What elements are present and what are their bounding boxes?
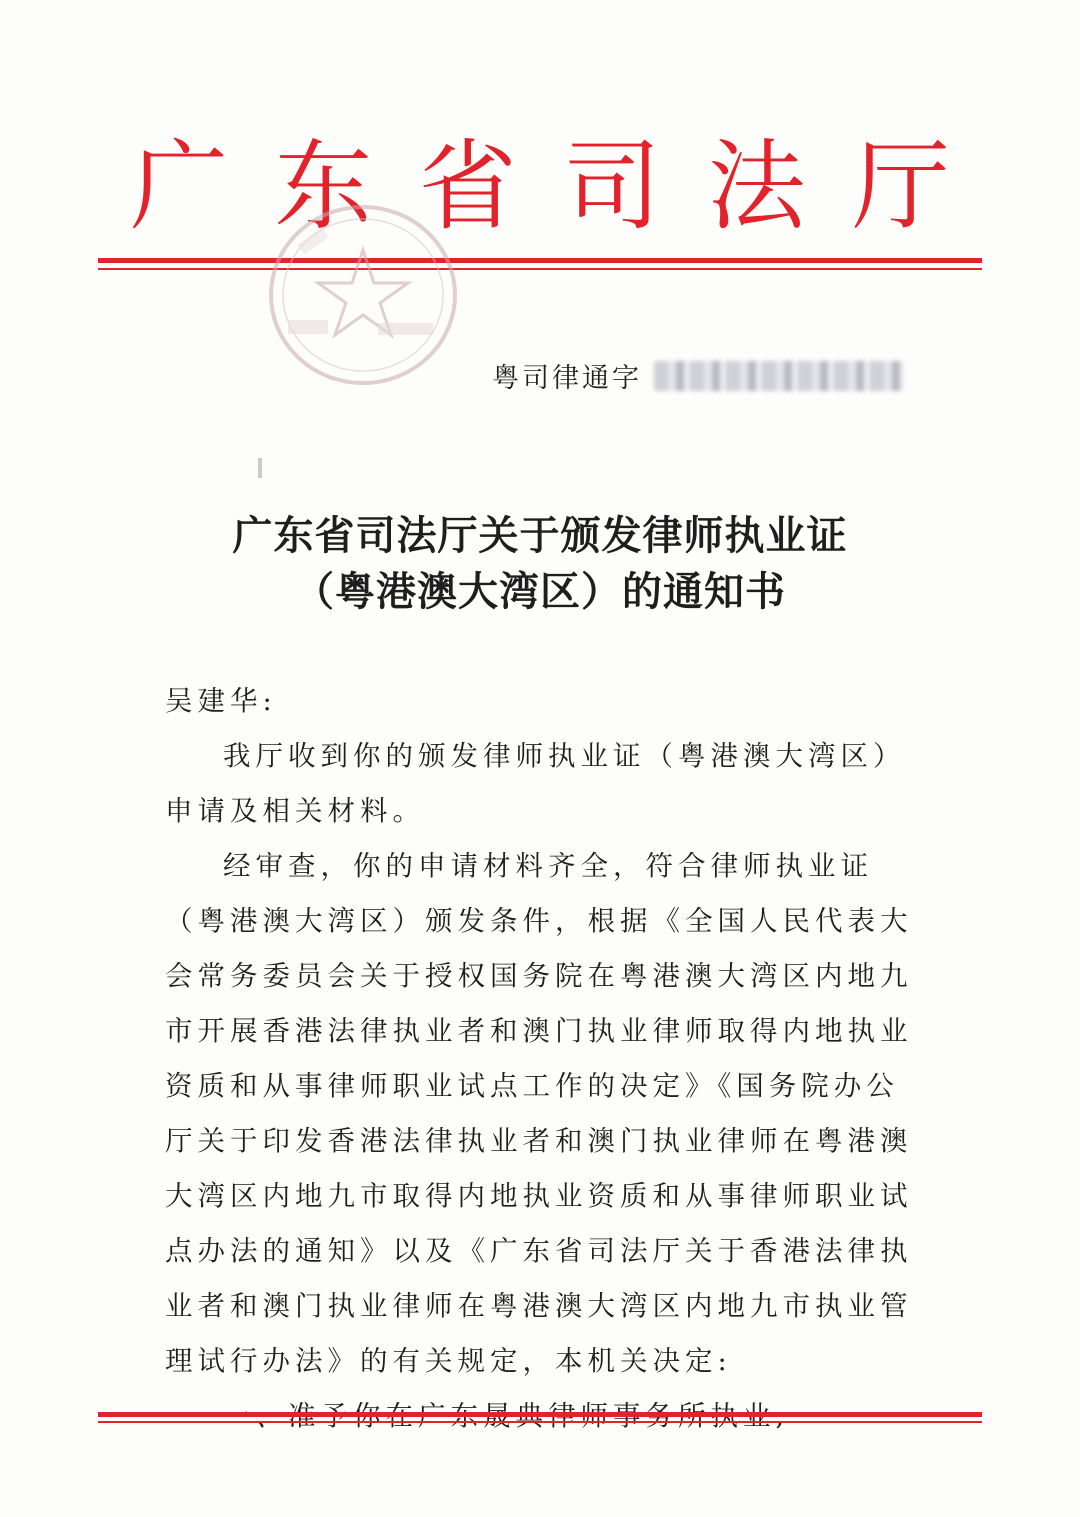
scan-speck [258,458,262,478]
document-number-prefix: 粤司律通字 [492,363,642,394]
paragraph-review: 经审查，你的申请材料齐全，符合律师执业证（粤港澳大湾区）颁发条件，根据《全国人民代表大会常务委员会关于授权国务院在粤港澳大湾区内地九市开展香港法律执业者和澳门执业律师取得内地执业资质和从事律师职业试点工作的决定》《国务院办公厅关于印发香港法律执业者和澳门执业律师在粤港澳大湾区内地九市取得内地执业资质和从事律师职业试点办法的通知》以及《广东省司法厅关于香港法律执业者和澳门执业律师在粤港澳大湾区内地九市执业管理试行办法》的有关规定，本机关决定: [165,850,913,1377]
notice-title-line1: 广东省司法厅关于颁发律师执业证 [232,512,848,559]
letterhead-char: 东 [274,130,373,244]
footer-rule-thick [98,1412,982,1417]
letterhead-char: 广 [130,130,229,244]
letterhead [130,130,950,244]
header-rule-thick [98,258,982,263]
footer-rule-thin [98,1421,982,1423]
official-seal-icon [258,195,468,385]
notice-body [165,674,925,1444]
letterhead-char: 法 [707,130,806,244]
document-number [492,356,904,395]
notice-title-line2: （粤港澳大湾区）的通知书 [294,568,786,615]
salutation: 吴建华: [165,685,277,717]
redacted-number [654,361,904,391]
letterhead-char: 厅 [851,130,950,244]
paragraph-received: 我厅收到你的颁发律师执业证（粤港澳大湾区）申请及相关材料。 [165,740,906,827]
letterhead-char: 省 [418,130,517,244]
letterhead-char: 司 [563,130,662,244]
header-rule-thin [98,268,982,270]
